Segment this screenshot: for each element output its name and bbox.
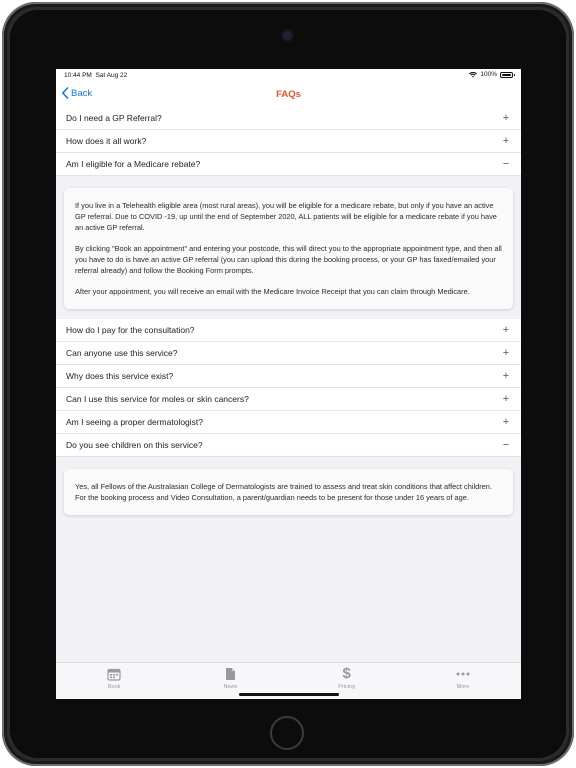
more-icon xyxy=(455,667,471,681)
faq-row-payment[interactable] xyxy=(56,319,521,342)
faq-question: Am I eligible for a Medicare rebate? xyxy=(66,159,201,169)
faq-row-who-can-use[interactable] xyxy=(56,342,521,365)
plus-icon: + xyxy=(502,112,510,124)
status-time-text: 10:44 PM xyxy=(64,72,92,79)
faq-question: Do I need a GP Referral? xyxy=(66,113,162,123)
plus-icon: + xyxy=(502,393,510,405)
status-date: Sat Aug 22 xyxy=(95,72,128,79)
faq-row-how-it-works[interactable] xyxy=(56,130,521,153)
plus-icon: + xyxy=(502,347,510,359)
app-screen xyxy=(56,69,521,699)
faq-row-dermatologist[interactable] xyxy=(56,411,521,434)
faq-question: Why does this service exist? xyxy=(66,371,174,381)
answer-paragraph: After your appointment, you will receive an email with the Medicare Invoice Receipt that you can claim through Medicare. xyxy=(75,287,470,296)
nav-bar xyxy=(56,83,521,107)
answer-paragraph: If you live in a Telehealth eligible area (most rural areas), you will be eligible for a medicare rebate, but only if you have an active GP referral. Due to COVID -19, up until the end of September 2020, ALL patients will be eligible for a medicare rebate if you have an active GP referral. xyxy=(75,201,497,232)
faq-row-medicare[interactable] xyxy=(56,153,521,176)
faq-row-children[interactable] xyxy=(56,434,521,457)
faq-question: Can I use this service for moles or skin cancers? xyxy=(66,394,249,404)
tab-label: More xyxy=(456,684,470,690)
minus-icon: − xyxy=(502,439,510,451)
answer-paragraph: By clicking "Book an appointment" and entering your postcode, this will direct you to the appropriate appointment type, and then all you have to do is have an active GP referral (you can upload this during the booking process, or your GP has faxed/emailed your referral already) and follow the Booking Form prompts. xyxy=(75,244,502,275)
faq-answer-children xyxy=(64,469,513,515)
back-label: Back xyxy=(71,87,93,99)
tab-label: Pricing xyxy=(338,684,356,690)
faq-answer-children-wrap xyxy=(56,457,521,525)
home-indicator[interactable] xyxy=(239,693,339,696)
tab-more[interactable] xyxy=(405,663,521,699)
status-right xyxy=(469,71,513,78)
faq-answer-medicare xyxy=(64,188,513,309)
calendar-icon xyxy=(106,667,122,681)
plus-icon: + xyxy=(502,370,510,382)
battery-percent: 100% xyxy=(480,71,497,78)
status-time xyxy=(64,72,127,79)
camera-icon xyxy=(283,31,292,40)
faq-question: Do you see children on this service? xyxy=(66,440,203,450)
plus-icon: + xyxy=(502,135,510,147)
faq-row-gp-referral[interactable] xyxy=(56,107,521,130)
tab-label: News xyxy=(223,684,238,690)
wifi-icon xyxy=(469,72,477,78)
faq-list xyxy=(56,107,521,525)
faq-row-moles[interactable] xyxy=(56,388,521,411)
answer-paragraph: Yes, all Fellows of the Australasian College of Dermatologists are trained to assess and treat skin conditions that affect children. For the booking process and Video Consultation, a parent/guardian needs to be present for those under 16 years of age. xyxy=(75,482,492,502)
status-bar xyxy=(56,69,521,83)
faq-question: Am I seeing a proper dermatologist? xyxy=(66,417,204,427)
faq-question: How does it all work? xyxy=(66,136,147,146)
faq-question: Can anyone use this service? xyxy=(66,348,178,358)
minus-icon: − xyxy=(502,158,510,170)
page-title: FAQs xyxy=(276,89,301,100)
dollar-icon: $ xyxy=(342,665,351,682)
faq-row-why-exist[interactable] xyxy=(56,365,521,388)
faq-answer-medicare-wrap xyxy=(56,176,521,319)
tab-label: Book xyxy=(107,684,121,690)
plus-icon: + xyxy=(502,324,510,336)
home-button[interactable] xyxy=(270,716,304,750)
faq-question: How do I pay for the consultation? xyxy=(66,325,195,335)
battery-icon xyxy=(500,72,513,78)
document-icon xyxy=(222,667,238,681)
plus-icon: + xyxy=(502,416,510,428)
tab-book[interactable] xyxy=(56,663,172,699)
